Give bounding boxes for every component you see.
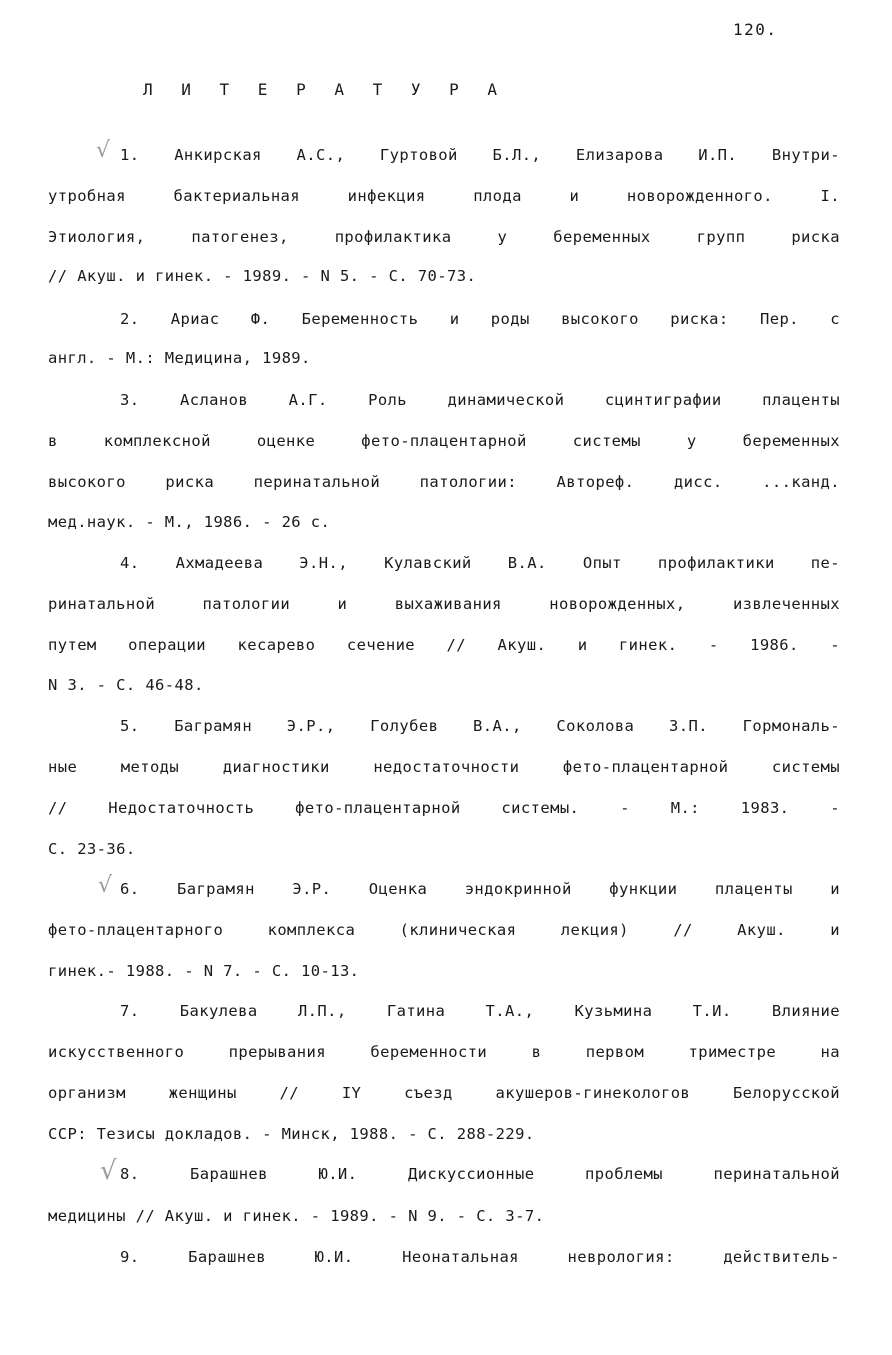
reference-5-line-1: 5. Баграмян Э.Р., Голубев В.А., Соколова З.П. Гормональ- — [120, 717, 840, 735]
reference-8-line-2: медицины // Акуш. и гинек. - 1989. - N 9. - С. 3-7. — [48, 1207, 545, 1225]
reference-5-line-2: ные методы диагностики недостаточности фето-плацентарной системы — [48, 758, 840, 776]
page-number: 120. — [733, 20, 778, 39]
reference-4-line-1: 4. Ахмадеева Э.Н., Кулавский В.А. Опыт профилактики пе- — [120, 554, 840, 572]
section-heading: Л И Т Е Р А Т У Р А — [143, 80, 507, 99]
reference-5-line-4: С. 23-36. — [48, 840, 136, 858]
reference-6-line-3: гинек.- 1988. - N 7. - С. 10-13. — [48, 962, 360, 980]
reference-1-line-4: // Акуш. и гинек. - 1989. - N 5. - С. 70-73. — [48, 267, 477, 285]
reference-7-line-4: ССР: Тезисы докладов. - Минск, 1988. - С. 288-229. — [48, 1125, 535, 1143]
reference-3-line-2: в комплексной оценке фето-плацентарной системы у беременных — [48, 432, 840, 450]
check-mark-icon: √ — [96, 138, 111, 163]
reference-3-line-4: мед.наук. - М., 1986. - 26 с. — [48, 513, 331, 531]
reference-3-line-3: высокого риска перинатальной патологии: Автореф. дисс. ...канд. — [48, 473, 840, 491]
check-mark-icon: √ — [98, 873, 113, 898]
reference-4-line-2: ринатальной патологии и выхаживания новорожденных, извлеченных — [48, 595, 840, 613]
reference-9-line-1: 9. Барашнев Ю.И. Неонатальная неврология: действитель- — [120, 1248, 840, 1266]
reference-4-line-4: N 3. - С. 46-48. — [48, 676, 204, 694]
reference-7-line-2: искусственного прерывания беременности в первом триместре на — [48, 1043, 840, 1061]
reference-5-line-3: // Недостаточность фето-плацентарной системы. - М.: 1983. - — [48, 799, 840, 817]
reference-7-line-3: организм женщины // IY съезд акушеров-гинекологов Белорусской — [48, 1084, 840, 1102]
reference-4-line-3: путем операции кесарево сечение // Акуш. и гинек. - 1986. - — [48, 636, 840, 654]
reference-1-line-2: утробная бактериальная инфекция плода и новорожденного. I. — [48, 187, 840, 205]
reference-6-line-2: фето-плацентарного комплекса (клиническая лекция) // Акуш. и — [48, 921, 840, 939]
reference-8-line-1: 8. Барашнев Ю.И. Дискуссионные проблемы перинатальной — [120, 1165, 840, 1183]
reference-2-line-2: англ. - М.: Медицина, 1989. — [48, 349, 311, 367]
reference-3-line-1: 3. Асланов А.Г. Роль динамической сцинтиграфии плаценты — [120, 391, 840, 409]
reference-6-line-1: 6. Баграмян Э.Р. Оценка эндокринной функции плаценты и — [120, 880, 840, 898]
reference-1-line-3: Этиология, патогенез, профилактика у беременных групп риска — [48, 228, 840, 246]
reference-1-line-1: 1. Анкирская А.С., Гуртовой Б.Л., Елизарова И.П. Внутри- — [120, 146, 840, 164]
reference-7-line-1: 7. Бакулева Л.П., Гатина Т.А., Кузьмина Т.И. Влияние — [120, 1002, 840, 1020]
check-mark-icon: √ — [100, 1156, 117, 1186]
reference-2-line-1: 2. Ариас Ф. Беременность и роды высокого риска: Пер. с — [120, 310, 840, 328]
